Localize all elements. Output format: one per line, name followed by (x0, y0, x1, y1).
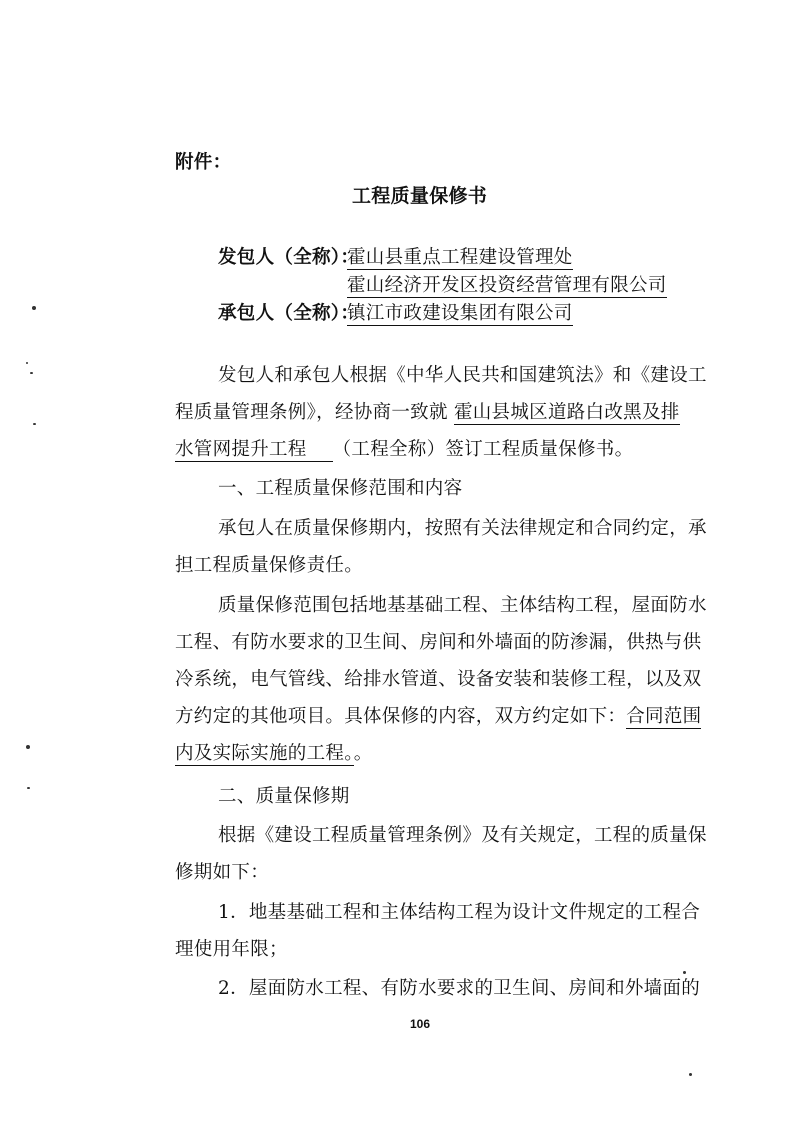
scan-speck (33, 423, 36, 425)
section-1-p2-line-2: 工程、有防水要求的卫生间、房间和外墙面的防渗漏，供热与供 (175, 632, 702, 653)
section-1-p2-line-5: 内及实际实施的工程。。 (175, 743, 373, 764)
employer-name-1: 霍山县重点工程建设管理处 (347, 247, 573, 268)
scan-speck (27, 787, 30, 789)
section-2-heading: 二、质量保修期 (218, 786, 350, 807)
intro-line-2: 程质量管理条例》，经协商一致就 霍山县城区道路白改黑及排 (175, 402, 680, 423)
section-2-item-1-line-2: 理使用年限； (175, 939, 288, 960)
scan-speck (26, 362, 28, 364)
page-number: 106 (410, 1017, 431, 1031)
section-2-p1-line-1: 根据《建设工程质量管理条例》及有关规定，工程的质量保 (218, 825, 707, 846)
section-2-item-2-line-1: 2．屋面防水工程、有防水要求的卫生间、房间和外墙面的 (218, 978, 701, 999)
project-name-part-1: 霍山县城区道路白改黑及排 (453, 402, 680, 423)
employer-name-2: 霍山经济开发区投资经营管理有限公司 (347, 275, 667, 296)
section-1-p2-line-3: 冷系统，电气管线、给排水管道、设备安装和装修工程，以及双 (175, 669, 702, 690)
section-2-item-1-line-1: 1．地基基础工程和主体结构工程为设计文件规定的工程合 (218, 902, 701, 923)
section-1-p2-line-1: 质量保修范围包括地基基础工程、主体结构工程，屋面防水 (218, 595, 707, 616)
section-1-p1-line-2: 担工程质量保修责任。 (175, 555, 364, 576)
section-1-heading: 一、工程质量保修范围和内容 (218, 478, 463, 499)
section-1-p2-line-4: 方约定的其他项目。具体保修的内容，双方约定如下：合同范围 (175, 706, 702, 727)
contractor-name: 镇江市政建设集团有限公司 (347, 303, 573, 324)
employer-label: 发包人（全称）： (218, 247, 360, 268)
scan-speck (32, 306, 36, 310)
scan-speck (683, 971, 686, 974)
section-1-p1-line-1: 承包人在质量保修期内，按照有关法律规定和合同约定，承 (218, 518, 707, 539)
document-title: 工程质量保修书 (352, 185, 488, 207)
scan-speck (26, 745, 30, 749)
intro-line-3: 水管网提升工程 （工程全称）签订工程质量保修书。 (175, 439, 634, 460)
scan-speck (689, 1073, 692, 1076)
section-2-p1-line-2: 修期如下： (175, 862, 270, 883)
scan-speck (30, 372, 33, 374)
contractor-label: 承包人（全称）： (218, 303, 360, 324)
project-name-part-2: 水管网提升工程 (175, 439, 307, 460)
attachment-label: 附件： (175, 152, 232, 173)
intro-line-1: 发包人和承包人根据《中华人民共和国建筑法》和《建设工 (218, 365, 707, 386)
